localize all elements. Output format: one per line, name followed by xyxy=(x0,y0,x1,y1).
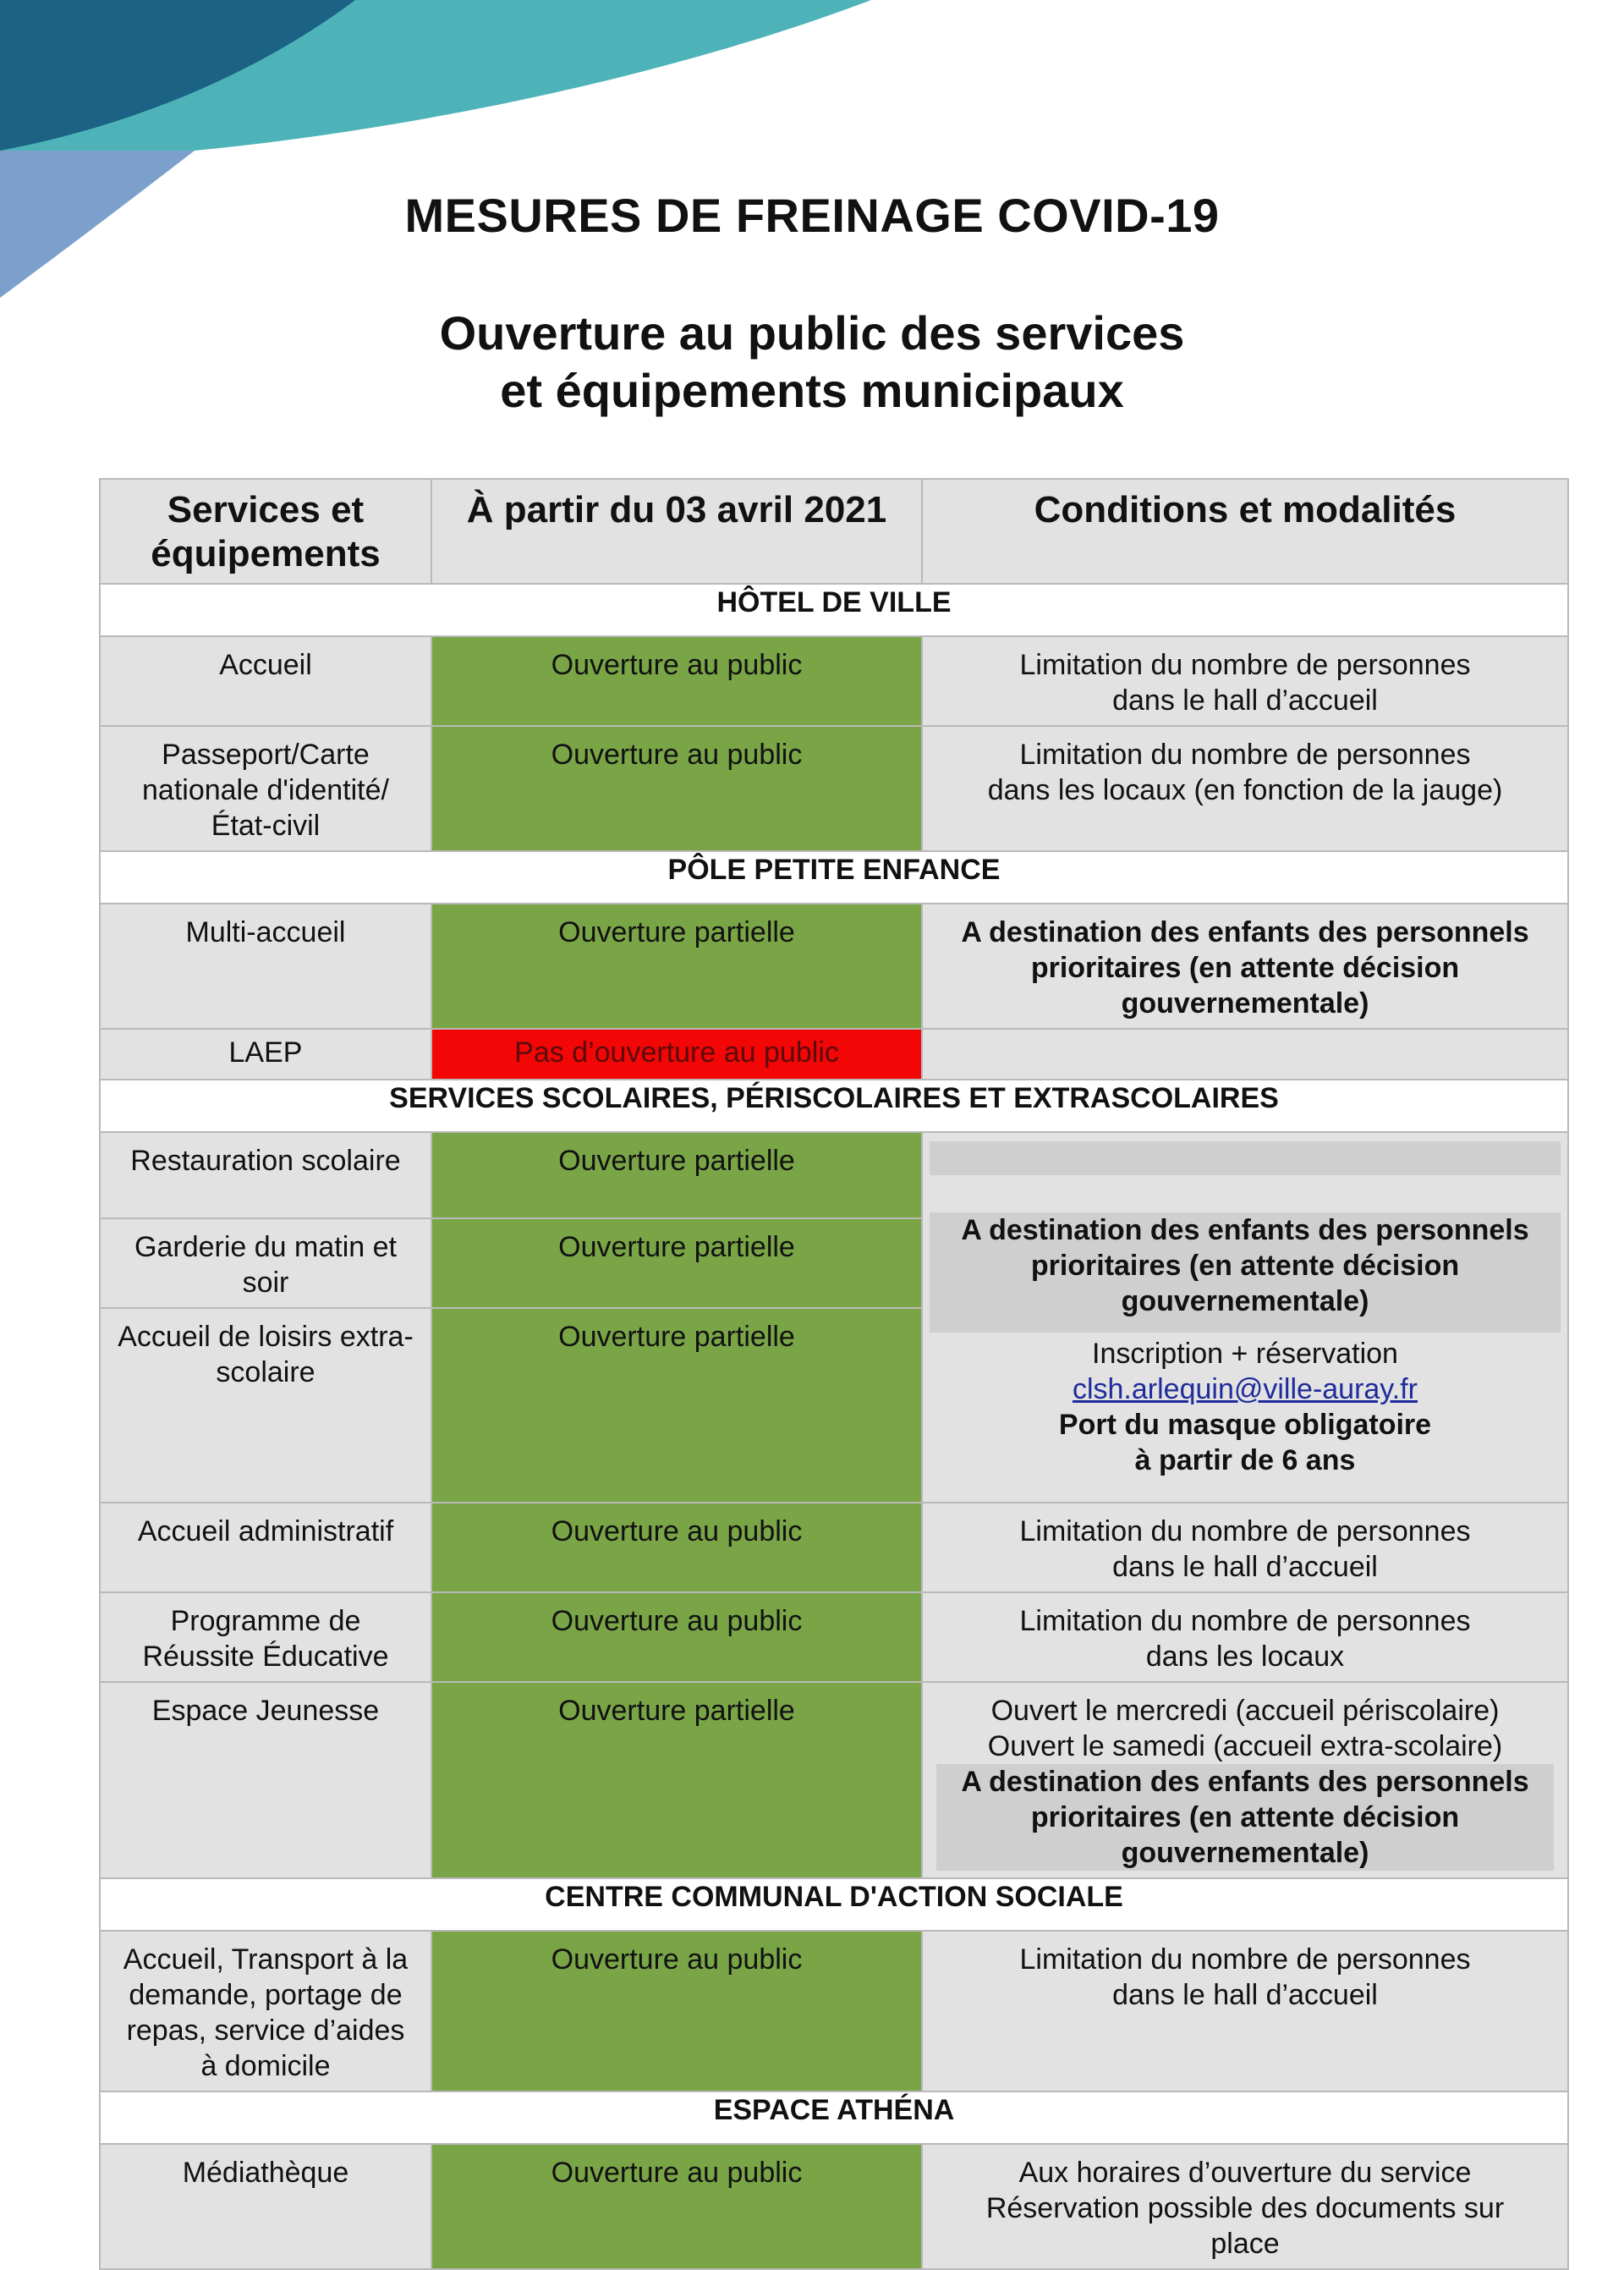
section-row xyxy=(100,584,1568,636)
conditions-cell: Limitation du nombre de personnes dans le hall d’accueil xyxy=(922,636,1568,726)
service-cell: Garderie du matin et soir xyxy=(100,1218,431,1308)
table-row xyxy=(100,1132,1568,1218)
status-cell: Ouverture partielle xyxy=(431,1682,922,1878)
status-cell: Ouverture partielle xyxy=(431,904,922,1029)
section-row xyxy=(100,2091,1568,2144)
header-conditions: Conditions et modalités xyxy=(922,479,1568,584)
mask-age: à partir de 6 ans xyxy=(1134,1444,1356,1476)
table-row xyxy=(100,1592,1568,1682)
table-row xyxy=(100,636,1568,726)
priority-notice: A destination des enfants des personnels prioritaires (en attente décision gouvernementale) xyxy=(930,1212,1561,1333)
status-cell: Ouverture partielle xyxy=(431,1218,922,1308)
services-table xyxy=(99,478,1569,2270)
section-row xyxy=(100,851,1568,904)
table-row xyxy=(100,1931,1568,2091)
status-cell: Ouverture partielle xyxy=(431,1308,922,1503)
table-row xyxy=(100,2144,1568,2269)
service-cell: Restauration scolaire xyxy=(100,1132,431,1218)
table-row xyxy=(100,904,1568,1029)
decorative-banner xyxy=(0,0,1624,305)
mask-notice: Port du masque obligatoire xyxy=(1058,1409,1432,1441)
conditions-cell: Ouvert le mercredi (accueil périscolaire) Ouvert le samedi (accueil extra-scolaire) A destination des enfants des personnels prioritaires (en attente décision gouvernementale) xyxy=(922,1682,1568,1878)
section-hotel: HÔTEL DE VILLE xyxy=(100,584,1568,636)
section-scolaires: SERVICES SCOLAIRES, PÉRISCOLAIRES ET EXTRASCOLAIRES xyxy=(100,1080,1568,1132)
service-cell: Accueil administratif xyxy=(100,1503,431,1592)
table-row xyxy=(100,1029,1568,1080)
service-cell: Accueil de loisirs extra- scolaire xyxy=(100,1308,431,1503)
status-cell: Ouverture au public xyxy=(431,1931,922,2091)
conditions-cell-scolaires xyxy=(922,1132,1568,1503)
email-link[interactable]: clsh.arlequin@ville-auray.fr xyxy=(1072,1373,1418,1405)
service-cell: Multi-accueil xyxy=(100,904,431,1029)
page-subtitle: Ouverture au public des services et équipements municipaux xyxy=(439,306,1185,417)
service-cell: Programme de Réussite Éducative xyxy=(100,1592,431,1682)
service-cell: Accueil, Transport à la demande, portage de repas, service d’aides à domicile xyxy=(100,1931,431,2091)
status-cell: Ouverture au public xyxy=(431,1592,922,1682)
section-row xyxy=(100,1878,1568,1931)
priority-notice: A destination des enfants des personnels prioritaires (en attente décision gouvernementale) xyxy=(936,1764,1554,1871)
status-cell: Ouverture au public xyxy=(431,2144,922,2269)
conditions-cell: Aux horaires d’ouverture du service Réservation possible des documents sur place xyxy=(922,2144,1568,2269)
status-cell-closed: Pas d’ouverture au public xyxy=(431,1029,922,1080)
table-row xyxy=(100,726,1568,851)
header-services: Services et équipements xyxy=(100,479,431,584)
conditions-cell: Limitation du nombre de personnes dans le hall d’accueil xyxy=(922,1931,1568,2091)
shaded-band xyxy=(930,1141,1561,1175)
conditions-cell: Limitation du nombre de personnes dans le hall d’accueil xyxy=(922,1503,1568,1592)
status-cell: Ouverture au public xyxy=(431,726,922,851)
service-cell: Médiathèque xyxy=(100,2144,431,2269)
inscription-text: Inscription + réservation xyxy=(1092,1338,1398,1370)
service-cell: LAEP xyxy=(100,1029,431,1080)
section-petite-enfance: PÔLE PETITE ENFANCE xyxy=(100,851,1568,904)
status-cell: Ouverture partielle xyxy=(431,1132,922,1218)
table-row xyxy=(100,1503,1568,1592)
service-cell: Espace Jeunesse xyxy=(100,1682,431,1878)
section-athena: ESPACE ATHÉNA xyxy=(100,2091,1568,2144)
conditions-cell: Limitation du nombre de personnes dans les locaux (en fonction de la jauge) xyxy=(922,726,1568,851)
table-row xyxy=(100,1682,1568,1878)
status-cell: Ouverture au public xyxy=(431,636,922,726)
table-header-row xyxy=(100,479,1568,584)
status-cell: Ouverture au public xyxy=(431,1503,922,1592)
conditions-cell: Limitation du nombre de personnes dans les locaux xyxy=(922,1592,1568,1682)
conditions-cell: A destination des enfants des personnels prioritaires (en attente décision gouvernementale) xyxy=(922,904,1568,1029)
header-date: À partir du 03 avril 2021 xyxy=(431,479,922,584)
page-title: MESURES DE FREINAGE COVID-19 xyxy=(404,189,1220,242)
service-cell: Accueil xyxy=(100,636,431,726)
section-row xyxy=(100,1080,1568,1132)
conditions-cell-empty xyxy=(922,1029,1568,1080)
service-cell: Passeport/Carte nationale d'identité/ État-civil xyxy=(100,726,431,851)
section-ccas: CENTRE COMMUNAL D'ACTION SOCIALE xyxy=(100,1878,1568,1931)
